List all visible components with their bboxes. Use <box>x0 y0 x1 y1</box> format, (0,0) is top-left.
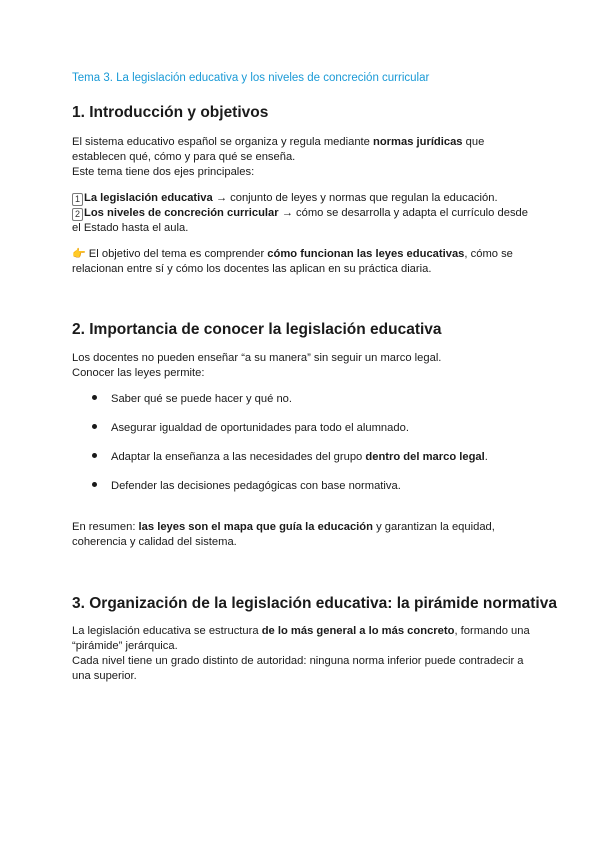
list-item: Saber qué se puede hacer y qué no. <box>92 392 292 407</box>
topic-title: Tema 3. La legislación educativa y los niveles de concreción curricular <box>72 72 430 84</box>
section1-axes: 1 La legislación educativa → conjunto de leyes y normas que regulan la educación. 2 Los niveles de concreción curricular → cómo se desarrolla y adapta el currículo desde el Estado hasta el aula. <box>72 192 528 234</box>
list-item: Asegurar igualdad de oportunidades para todo el alumnado. <box>92 421 409 436</box>
bullet-icon <box>92 395 97 400</box>
keycap-two-icon: 2 <box>72 208 83 221</box>
section2-heading: 2. Importancia de conocer la legislación educativa <box>72 321 442 338</box>
section3-heading: 3. Organización de la legislación educativa: la pirámide normativa <box>72 595 557 612</box>
bullet-icon <box>92 482 97 487</box>
keycap-one-icon: 1 <box>72 193 83 206</box>
bullet-icon <box>92 453 97 458</box>
section1-intro: El sistema educativo español se organiza y regula mediante normas jurídicas que establecen qué, cómo y para qué se enseña. Este tema tiene dos ejes principales: <box>72 136 485 178</box>
section1-goal: 👉 El objetivo del tema es comprender cómo funcionan las leyes educativas, cómo se relacionan entre sí y cómo los docentes las aplican en su práctica diaria. <box>72 248 513 275</box>
list-item: Adaptar la enseñanza a las necesidades del grupo dentro del marco legal. <box>92 450 488 465</box>
list-item: Defender las decisiones pedagógicas con base normativa. <box>92 479 401 494</box>
section3-paragraph: La legislación educativa se estructura de lo más general a lo más concreto, formando una “pirámide” jerárquica. Cada nivel tiene un grado distinto de autoridad: ninguna norma inferior puede contradecir a una superior. <box>72 625 530 682</box>
bullet-icon <box>92 424 97 429</box>
pointing-hand-icon: 👉 <box>72 248 86 260</box>
section2-summary: En resumen: las leyes son el mapa que guía la educación y garantizan la equidad, coherencia y calidad del sistema. <box>72 521 495 548</box>
section1-heading: 1. Introducción y objetivos <box>72 104 269 121</box>
section2-intro: Los docentes no pueden enseñar “a su manera” sin seguir un marco legal. Conocer las leyes permite: <box>72 352 442 379</box>
